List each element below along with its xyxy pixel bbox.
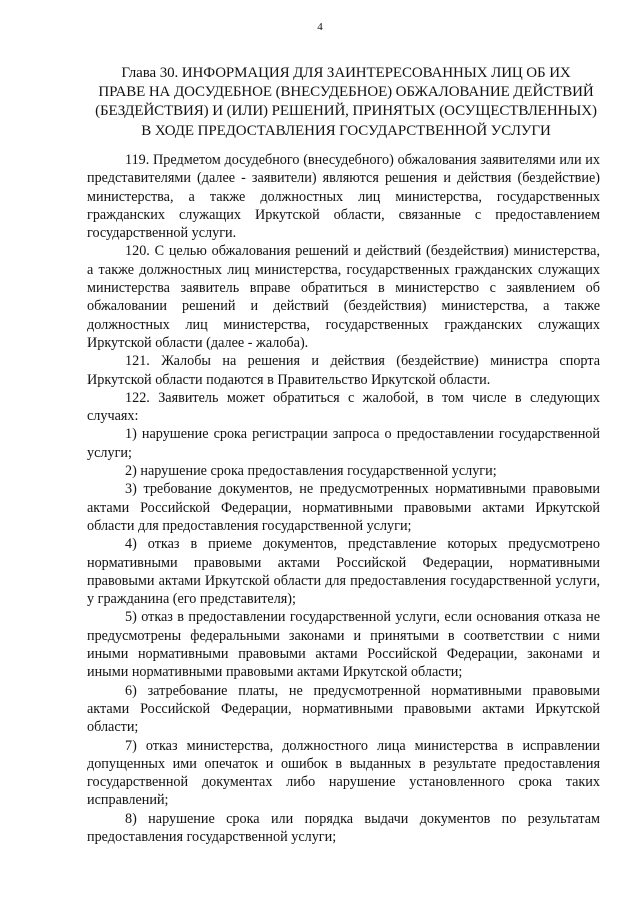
chapter-heading-line: ПРАВЕ НА ДОСУДЕБНОЕ (ВНЕСУДЕБНОЕ) ОБЖАЛОВАНИЕ ДЕЙСТВИЙ	[98, 84, 594, 101]
chapter-heading-line: В ХОДЕ ПРЕДОСТАВЛЕНИЯ ГОСУДАРСТВЕННОЙ УСЛУГИ	[141, 122, 551, 139]
document-body	[87, 151, 600, 846]
list-item-6: 6) затребование платы, не предусмотренной нормативными правовыми актами Российской Федерации, нормативными правовыми актами Иркутской области;	[87, 682, 600, 736]
page-number: 4	[317, 21, 323, 33]
paragraph-121: 121. Жалобы на решения и действия (бездействие) министра спорта Иркутской области подаются в Правительство Иркутской области.	[87, 353, 600, 388]
list-item-8: 8) нарушение срока или порядка выдачи документов по результатам предоставления государственной услуги;	[87, 810, 600, 845]
list-item-3: 3) требование документов, не предусмотренных нормативными правовыми актами Российской Федерации, нормативными правовыми актами Иркутской области для предоставления государственной услуги;	[87, 481, 600, 534]
paragraph-120: 120. С целью обжалования решений и действий (бездействия) министерства, а также должностных лиц министерства, государственных гражданских служащих министерства заявитель вправе обратиться в министерство с заявлением об обжаловании решений и действий (бездействия) министерства, а также должностных лиц министерства, государственных гражданских служащих Иркутской области (далее - жалоба).	[87, 243, 600, 351]
list-item-2: 2) нарушение срока предоставления государственной услуги;	[125, 463, 497, 480]
chapter-heading-line: Глава 30. ИНФОРМАЦИЯ ДЛЯ ЗАИНТЕРЕСОВАННЫХ ЛИЦ ОБ ИХ	[121, 65, 571, 81]
list-item-1: 1) нарушение срока регистрации запроса о предоставлении государственной услуги;	[87, 426, 600, 461]
list-item-4: 4) отказ в приеме документов, представление которых предусмотрено нормативными правовыми актами Российской Федерации, нормативными правовыми актами Иркутской области для предоставления государственной услуги, у гражданина (его представителя);	[87, 536, 600, 608]
paragraph-119: 119. Предметом досудебного (внесудебного) обжалования заявителями или их представителями (далее - заявители) являются решения и действия (бездействие) министерства, а также должностных лиц министерства, государственных гражданских служащих Иркутской области, связанные с предоставлением государственной услуги.	[87, 152, 600, 242]
chapter-heading-line: (БЕЗДЕЙСТВИЯ) И (ИЛИ) РЕШЕНИЙ, ПРИНЯТЫХ (ОСУЩЕСТВЛЕННЫХ)	[95, 103, 597, 120]
paragraph-122: 122. Заявитель может обратиться с жалобой, в том числе в следующих случаях:	[87, 389, 600, 425]
chapter-heading	[80, 64, 612, 141]
list-item-5: 5) отказ в предоставлении государственной услуги, если основания отказа не предусмотрены федеральными законами и принятыми в соответствии с ними иными нормативными правовыми актами Российской Федерации, законами и иными нормативными правовыми актами Иркутской области;	[87, 609, 600, 681]
list-item-7: 7) отказ министерства, должностного лица министерства в исправлении допущенных ими опечаток и ошибок в выданных в результате предоставления государственной документах либо нарушение установленного срока таких исправлений;	[87, 737, 600, 809]
